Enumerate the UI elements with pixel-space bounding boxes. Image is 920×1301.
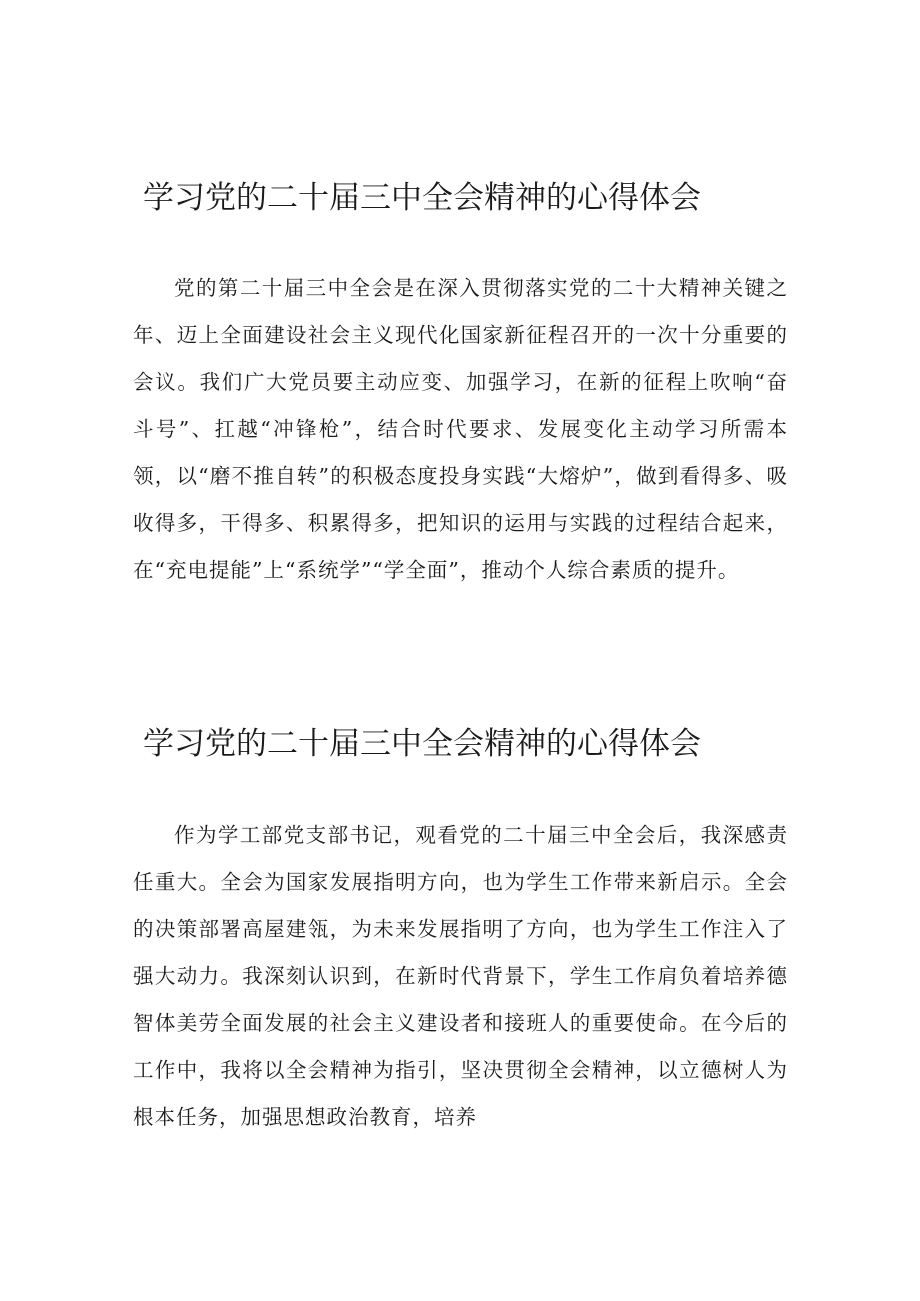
article-title-2: 学习党的二十届三中全会精神的心得体会 <box>143 726 701 762</box>
article-title-1: 学习党的二十届三中全会精神的心得体会 <box>143 180 701 216</box>
article-section-2 <box>0 716 920 1129</box>
article-body-2: 作为学工部党支部书记，观看党的二十届三中全会后，我深感责任重大。全会为国家发展指明方向，也为学生工作带来新启示。全会的决策部署高屋建瓴，为未来发展指明了方向，也为学生工作注入了强大动力。我深刻认识到，在新时代背景下，学生工作肩负着培养德智体美劳全面发展的社会主义建设者和接班人的重要使命。在今后的工作中，我将以全会精神为指引，坚决贯彻全会精神，以立德树人为根本任务，加强思想政治教育，培养 <box>133 823 788 1129</box>
article-body-1: 党的第二十届三中全会是在深入贯彻落实党的二十大精神关键之年、迈上全面建设社会主义现代化国家新征程召开的一次十分重要的会议。我们广大党员要主动应变、加强学习，在新的征程上吹响“奋斗号”、扛越“冲锋枪”，结合时代要求、发展变化主动学习所需本领，以“磨不推自转”的积极态度投身实践“大熔炉”，做到看得多、吸收得多，干得多、积累得多，把知识的运用与实践的过程结合起来，在“充电提能”上“系统学”“学全面”，推动个人综合素质的提升。 <box>133 276 788 582</box>
article-section-1 <box>0 170 920 582</box>
